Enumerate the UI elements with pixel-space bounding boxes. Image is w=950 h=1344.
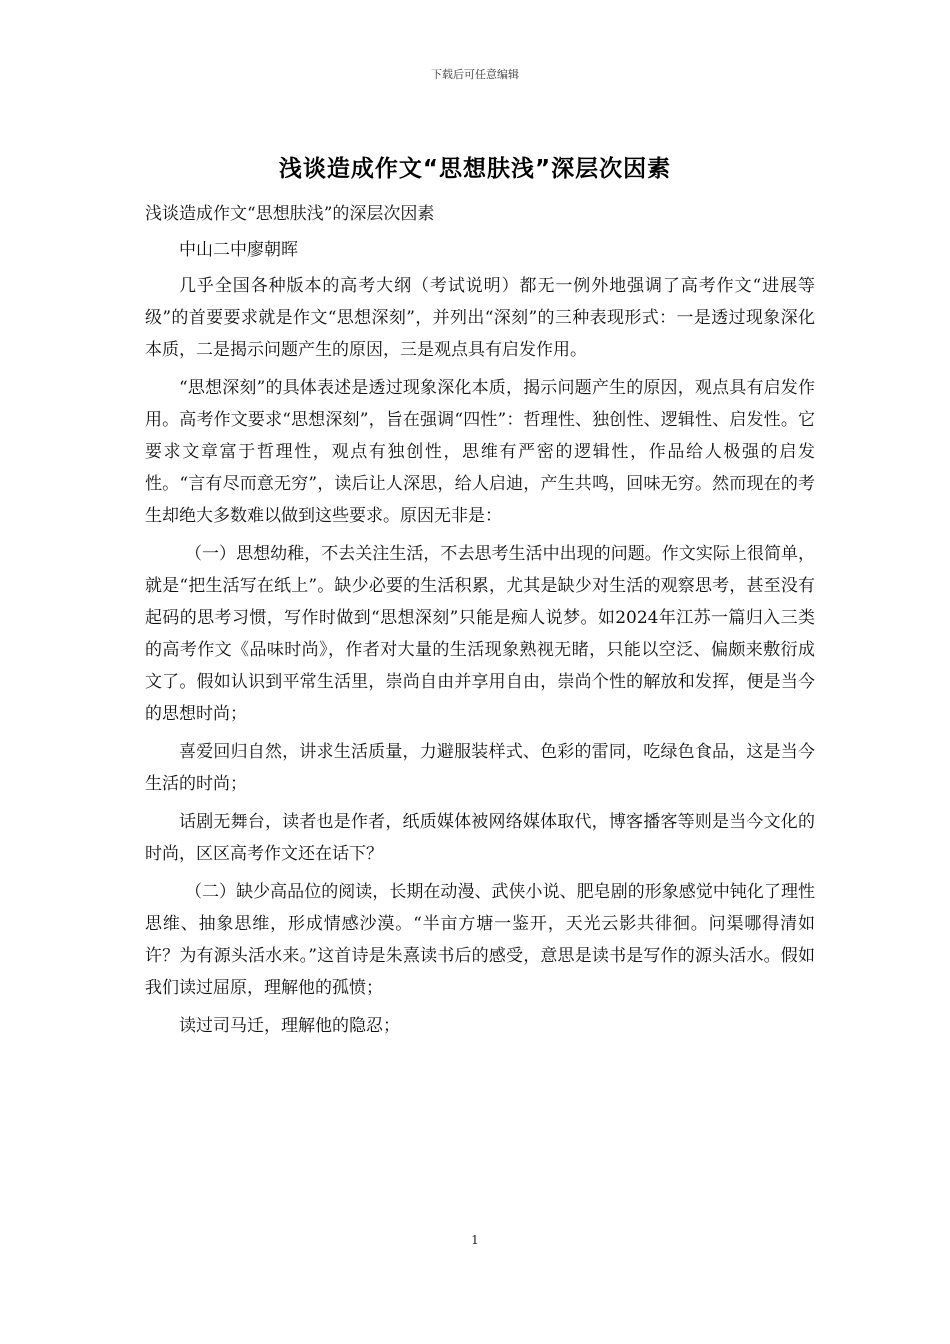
paragraph: 喜爱回归自然，讲求生活质量，力避服装样式、色彩的雷同，吃绿色食品，这是当今生活的时尚； [145,742,815,794]
document-title: 浅谈造成作文“思想肤浅”深层次因素 [278,156,672,182]
header-note: 下载后可任意编辑 [431,68,519,81]
author-line: 中山二中廖朝晖 [179,240,298,260]
paragraph: 几乎全国各种版本的高考大纲（考试说明）都无一例外地强调了高考作文“进展等级”的首要要求就是作文“思想深刻”，并列出“深刻”的三种表现形式：一是透过现象深化本质，二是揭示问题产生的原因，三是观点具有启发作用。 [145,276,815,360]
page-number: 1 [471,1233,479,1247]
paragraph: “思想深刻”的具体表述是透过现象深化本质，揭示问题产生的原因，观点具有启发作用。高考作文要求“思想深刻”，旨在强调“四性”：哲理性、独创性、逻辑性、启发性。它要求文章富于哲理性，观点有独创性，思维有严密的逻辑性，作品给人极强的启发性。“言有尽而意无穷”，读后让人深思，给人启迪，产生共鸣，回味无穷。然而现在的考生却绝大多数难以做到这些要求。原因无非是： [145,378,815,526]
paragraph: （一）思想幼稚，不去关注生活，不去思考生活中出现的问题。作文实际上很简单，就是“把生活写在纸上”。缺少必要的生活积累，尤其是缺少对生活的观察思考，甚至没有起码的思考习惯，写作时做到“思想深刻”只能是痴人说梦。如2024年江苏一篇归入三类的高考作文《品味时尚》，作者对大量的生活现象熟视无睹，只能以空泛、偏颇来敷衍成文了。假如认识到平常生活里，崇尚自由并享用自由，崇尚个性的解放和发挥，便是当今的思想时尚； [145,544,815,724]
paragraph: 话剧无舞台，读者也是作者，纸质媒体被网络媒体取代，博客播客等则是当今文化的时尚，区区高考作文还在话下？ [145,812,815,864]
subtitle-line: 浅谈造成作文“思想肤浅”的深层次因素 [145,204,435,224]
paragraph: 读过司马迁，理解他的隐忍； [179,1016,400,1036]
paragraph: （二）缺少高品位的阅读，长期在动漫、武侠小说、肥皂剧的形象感觉中钝化了理性思维、抽象思维，形成情感沙漠。“半亩方塘一鉴开，天光云影共徘徊。问渠哪得清如许？为有源头活水来。”这首诗是朱熹读书后的感受，意思是读书是写作的源头活水。假如我们读过屈原，理解他的孤愤； [145,882,815,998]
document-body [145,198,815,1048]
